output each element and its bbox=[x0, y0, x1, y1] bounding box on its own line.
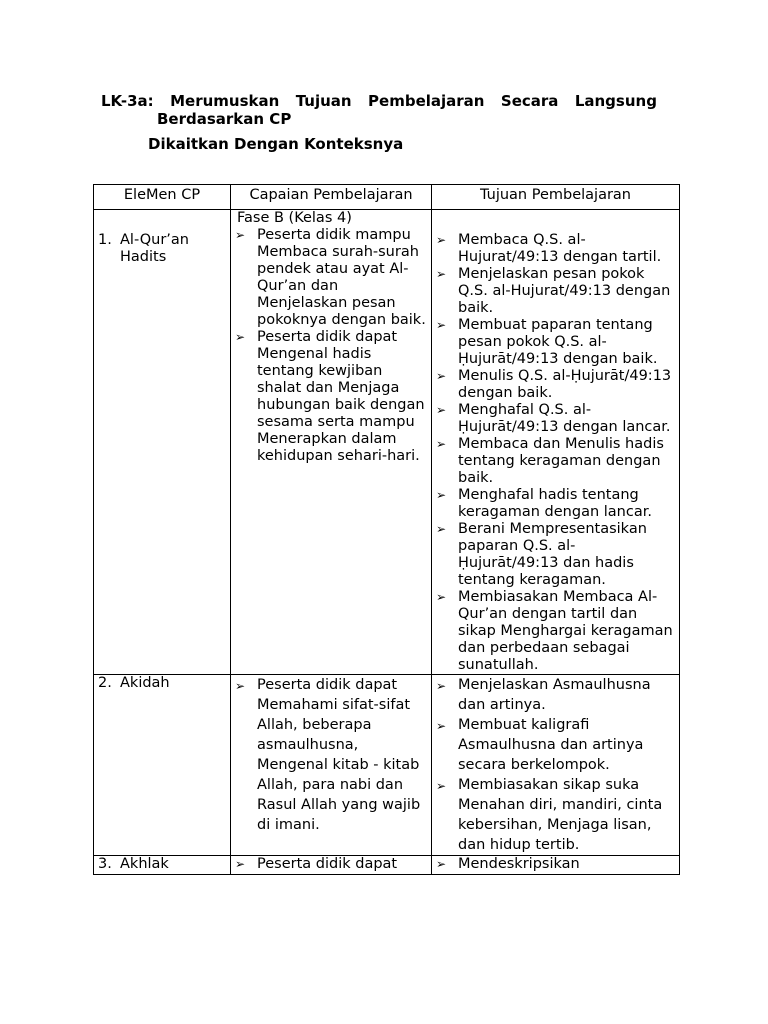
element-name: Akidah bbox=[120, 675, 170, 691]
list-item: ➢ Membiasakan Membaca Al-Qur’an dengan tartil dan sikap Menghargai keragaman dan perbedaan sebagai sunatullah. bbox=[436, 589, 673, 673]
list-item: ➢ Membuat kaligrafi Asmaulhusna dan artinya secara berkelompok. bbox=[436, 717, 644, 773]
tujuan-cell bbox=[432, 210, 680, 675]
header-element-cp: EleMen CP bbox=[94, 185, 231, 210]
list-item: ➢ Membuat paparan tentang pesan pokok Q.S. al-Ḥujurāt/49:13 dengan baik. bbox=[436, 317, 658, 367]
fase-label: Fase B (Kelas 4) bbox=[237, 210, 352, 226]
arrow-bullet-icon: ➢ bbox=[436, 522, 447, 536]
element-name: Al-Qur’an Hadits bbox=[120, 232, 189, 265]
list-item: ➢ Menulis Q.S. al-Ḥujurāt/49:13 dengan baik. bbox=[436, 368, 672, 401]
list-item: ➢ Berani Mempresentasikan paparan Q.S. al-Ḥujurāt/49:13 dan hadis tentang keragaman. bbox=[436, 521, 647, 588]
list-item: ➢ Peserta didik dapat bbox=[235, 856, 398, 872]
arrow-bullet-icon: ➢ bbox=[436, 719, 447, 733]
arrow-bullet-icon: ➢ bbox=[235, 330, 246, 344]
capaian-cell bbox=[231, 675, 432, 856]
arrow-bullet-icon: ➢ bbox=[436, 857, 447, 871]
title-word: Secara bbox=[500, 92, 559, 110]
arrow-bullet-icon: ➢ bbox=[436, 369, 447, 383]
arrow-bullet-icon: ➢ bbox=[436, 403, 447, 417]
title-word: Merumuskan bbox=[170, 92, 280, 110]
list-item: ➢ Mendeskripsikan bbox=[436, 856, 580, 872]
list-item: ➢ Menjelaskan Asmaulhusna dan artinya. bbox=[436, 677, 651, 713]
arrow-bullet-icon: ➢ bbox=[235, 679, 246, 693]
list-item: ➢ Membaca Q.S. al-Hujurat/49:13 dengan tartil. bbox=[436, 232, 662, 265]
element-cell bbox=[94, 675, 231, 856]
capaian-cell bbox=[231, 856, 432, 875]
title-word: Langsung bbox=[574, 92, 657, 110]
arrow-bullet-icon: ➢ bbox=[436, 590, 447, 604]
tujuan-cell bbox=[432, 675, 680, 856]
arrow-bullet-icon: ➢ bbox=[235, 228, 246, 242]
element-cell bbox=[94, 856, 231, 875]
arrow-bullet-icon: ➢ bbox=[436, 679, 447, 693]
document-title bbox=[101, 92, 657, 128]
list-item: ➢ Membaca dan Menulis hadis tentang keragaman dengan baik. bbox=[436, 436, 664, 486]
title-word: Tujuan bbox=[295, 92, 352, 110]
header-tujuan: Tujuan Pembelajaran bbox=[432, 185, 680, 210]
capaian-cell bbox=[231, 210, 432, 675]
document-subtitle: Dikaitkan Dengan Konteksnya bbox=[148, 135, 404, 153]
tujuan-cell bbox=[432, 856, 680, 875]
element-number: 3. bbox=[98, 856, 112, 872]
arrow-bullet-icon: ➢ bbox=[436, 779, 447, 793]
list-item: ➢ Membiasakan sikap suka Menahan diri, mandiri, cinta kebersihan, Menjaga lisan, dan hidup tertib. bbox=[436, 777, 663, 853]
title-line-1 bbox=[101, 92, 657, 110]
table-header-row bbox=[94, 185, 680, 210]
element-number: 1. bbox=[98, 232, 112, 248]
table-row bbox=[94, 210, 680, 675]
element-number: 2. bbox=[98, 675, 112, 691]
list-item: ➢ Menghafal hadis tentang keragaman dengan lancar. bbox=[436, 487, 652, 520]
list-item: ➢ Menghafal Q.S. al-Ḥujurāt/49:13 dengan lancar. bbox=[436, 402, 671, 435]
arrow-bullet-icon: ➢ bbox=[235, 857, 246, 871]
arrow-bullet-icon: ➢ bbox=[436, 488, 447, 502]
list-item: ➢ Peserta didik mampu Membaca surah-surah pendek atau ayat Al-Qur’an dan Menjelaskan pesan pokoknya dengan baik. bbox=[235, 227, 426, 328]
list-item: ➢ Menjelaskan pesan pokok Q.S. al-Hujurat/49:13 dengan baik. bbox=[436, 266, 671, 316]
title-line-2: Berdasarkan CP bbox=[157, 110, 292, 128]
table-row bbox=[94, 856, 680, 875]
list-item: ➢ Peserta didik dapat Mengenal hadis tentang kewjiban shalat dan Menjaga hubungan baik dengan sesama serta mampu Menerapkan dalam kehidupan sehari-hari. bbox=[235, 329, 425, 464]
arrow-bullet-icon: ➢ bbox=[436, 267, 447, 281]
table-row bbox=[94, 675, 680, 856]
arrow-bullet-icon: ➢ bbox=[436, 318, 447, 332]
list-item: ➢ Peserta didik dapat Memahami sifat-sifat Allah, beberapa asmaulhusna, Mengenal kitab - kitab Allah, para nabi dan Rasul Allah yang wajib di imani. bbox=[235, 677, 421, 833]
element-name: Akhlak bbox=[120, 856, 169, 872]
learning-objectives-table bbox=[93, 184, 680, 875]
title-word: Pembelajaran bbox=[368, 92, 485, 110]
element-cell bbox=[94, 210, 231, 675]
arrow-bullet-icon: ➢ bbox=[436, 233, 447, 247]
header-capaian: Capaian Pembelajaran bbox=[231, 185, 432, 210]
title-word: LK-3a: bbox=[101, 92, 154, 110]
arrow-bullet-icon: ➢ bbox=[436, 437, 447, 451]
